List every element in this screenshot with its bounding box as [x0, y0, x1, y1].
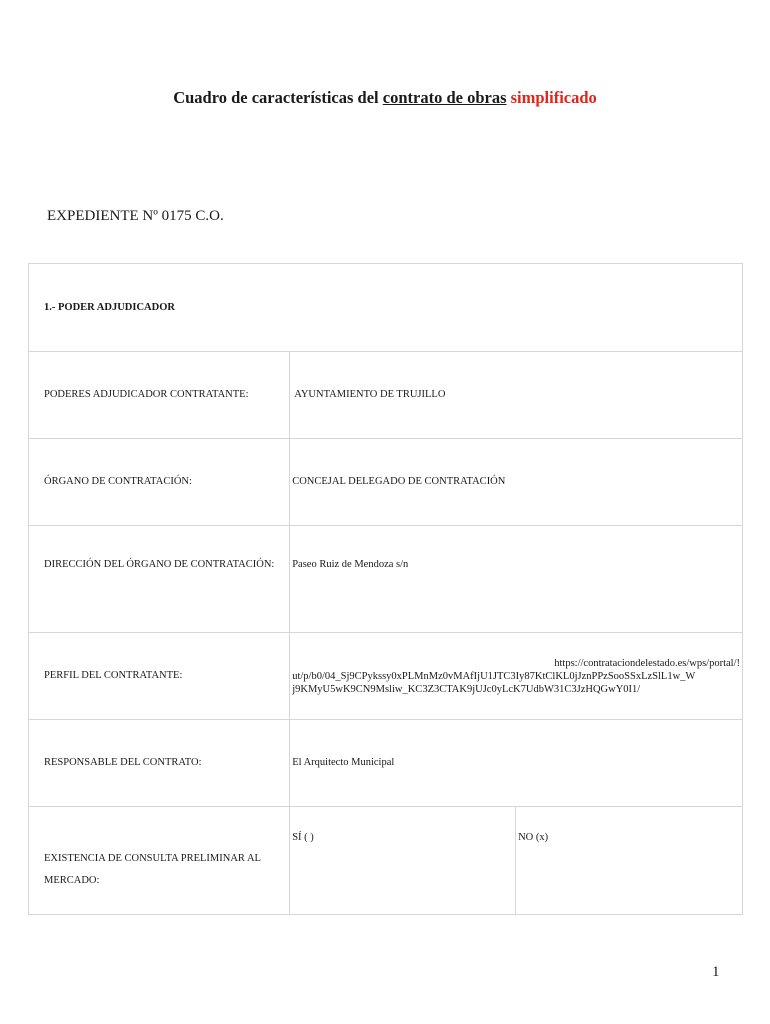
expediente-number: EXPEDIENTE Nº 0175 C.O.: [47, 208, 224, 224]
row-value: CONCEJAL DELEGADO DE CONTRATACIÓN: [290, 439, 743, 526]
perfil-url-line: j9KMyU5wK9CN9Msliw_KC3Z3CTAK9jUJc0yLcK7UdbW31C3JzHQGwY0I1/: [292, 683, 641, 695]
no-option: NO (x): [516, 807, 743, 915]
row-value: El Arquitecto Municipal: [290, 720, 743, 807]
row-label: DIRECCIÓN DEL ÓRGANO DE CONTRATACIÓN:: [29, 526, 290, 633]
page-number: 1: [712, 964, 720, 980]
table-row: [29, 352, 743, 439]
characteristics-table: [28, 263, 743, 915]
table-row: [29, 439, 743, 526]
perfil-url-line: ut/p/b0/04_Sj9CPykssy0xPLMnMz0vMAfIjU1JTC3Iy87KtClKL0jJznPPzSooSSxLzSlL1w_W: [292, 670, 696, 682]
row-value: AYUNTAMIENTO DE TRUJILLO: [290, 352, 743, 439]
perfil-url-line: https://contrataciondelestado.es/wps/portal/!: [554, 657, 740, 669]
title-part-2: contrato de obras: [382, 88, 507, 107]
document-title: [0, 88, 770, 108]
table-row: [29, 807, 743, 915]
row-label: RESPONSABLE DEL CONTRATO:: [29, 720, 290, 807]
table-row: [29, 720, 743, 807]
title-part-3: simplificado: [506, 88, 597, 107]
row-label: EXISTENCIA DE CONSULTA PRELIMINAR AL MERCADO:: [29, 807, 290, 915]
row-label: PODERES ADJUDICADOR CONTRATANTE:: [29, 352, 290, 439]
yes-option: SÍ ( ): [290, 807, 516, 915]
row-label: ÓRGANO DE CONTRATACIÓN:: [29, 439, 290, 526]
row-label: PERFIL DEL CONTRATANTE:: [29, 633, 290, 720]
table-row: [29, 526, 743, 633]
title-part-1: Cuadro de características del: [173, 88, 383, 107]
row-value: Paseo Ruiz de Mendoza s/n: [290, 526, 743, 633]
section-heading: 1.- PODER ADJUDICADOR: [29, 264, 743, 352]
table-row: [29, 633, 743, 720]
perfil-url: [290, 633, 743, 720]
table-row: [29, 264, 743, 352]
